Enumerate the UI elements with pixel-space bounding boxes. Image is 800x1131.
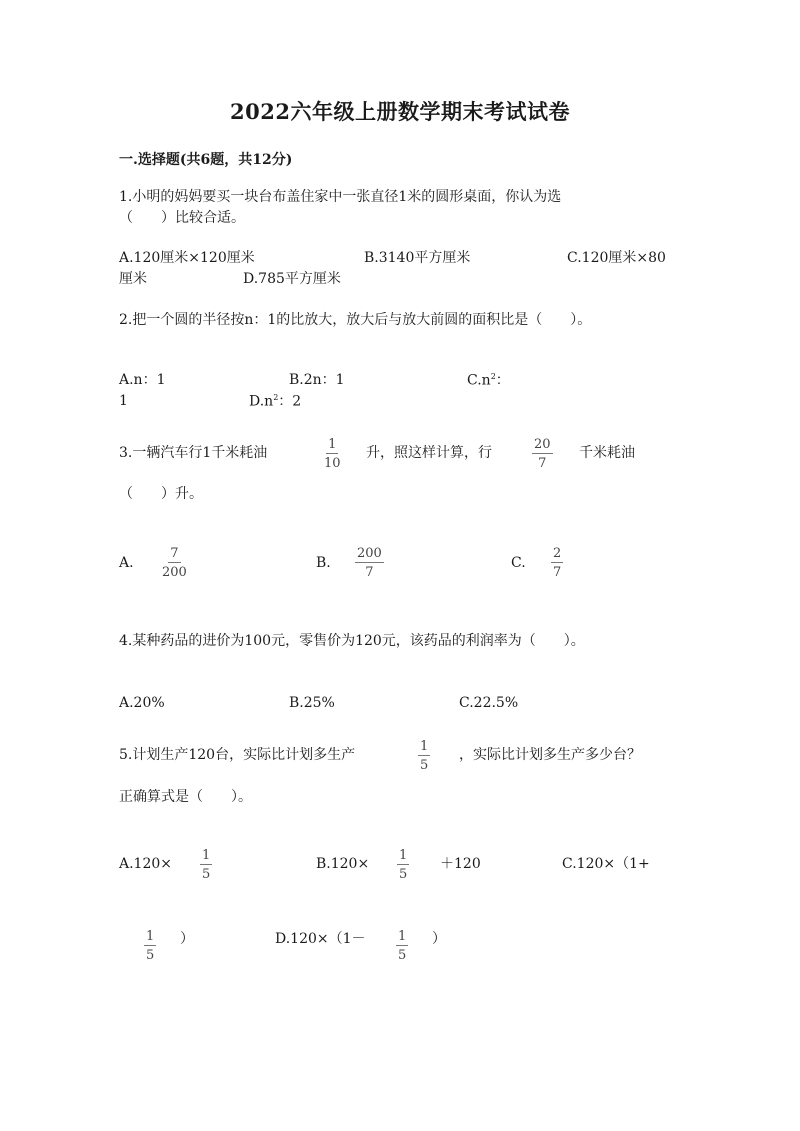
section-heading: 一.选择题(共6题，共12分) [119,152,293,168]
q3-option-a-fraction: $\frac{7}{200}$ [162,546,187,580]
question-5-stem-part2: ，实际比计划多生产多少台？ [459,747,641,763]
q1-option-c-cont: 厘米 [119,271,147,287]
page-title: 2022六年级上册数学期末考试试卷 [230,99,570,124]
q1-option-c[interactable]: C.120厘米×80 [567,250,666,266]
q2-option-b[interactable]: B.2n：1 [289,372,345,388]
q5-option-a-fraction: $\frac{1}{5}$ [202,848,211,882]
q5-option-c-close: ） [180,931,194,947]
q5-option-a[interactable]: A.120× [119,856,173,872]
q4-option-a[interactable]: A.20% [119,695,165,711]
q3-option-c-fraction: $\frac{2}{7}$ [553,546,562,580]
question-3-stem-part3: 千米耗油 [579,445,635,461]
q5-option-b-suffix: ＋120 [440,856,481,872]
q3-fraction-20-7: $\frac{20}{7}$ [534,437,551,471]
q3-option-b-fraction: $\frac{200}{7}$ [357,546,382,580]
q5-option-b[interactable]: B.120× [316,856,370,872]
q3-fraction-1-10: $\frac{1}{10}$ [324,437,341,471]
question-1-stem: 1.小明的妈妈要买一块台布盖住家中一张直径1米的圆形桌面，你认为选 [119,189,562,205]
q3-option-c[interactable]: C. [511,555,526,571]
q5-fraction-1-5: $\frac{1}{5}$ [420,739,429,773]
question-3-stem-cont: （ ）升。 [119,486,203,502]
q2-option-c[interactable]: $C.n^2$： [467,372,510,389]
q3-option-b[interactable]: B. [316,555,331,571]
q4-option-b[interactable]: B.25% [289,695,335,711]
q2-option-a[interactable]: A.n：1 [119,372,166,388]
question-5-stem-part1: 5.计划生产120台，实际比计划多生产 [119,747,356,763]
q5-option-d[interactable]: D.120×（1－ [275,931,366,947]
question-4-stem: 4.某种药品的进价为100元，零售价为120元，该药品的利润率为（ ）。 [119,633,585,649]
q5-option-d-close: ） [432,931,446,947]
q5-option-c-fraction: $\frac{1}{5}$ [146,929,155,963]
q3-option-a[interactable]: A. [119,555,134,571]
q1-option-d[interactable]: D.785平方厘米 [243,271,341,287]
q5-option-c[interactable]: C.120×（1+ [562,856,650,872]
q4-option-c[interactable]: C.22.5% [459,695,519,711]
q2-option-d[interactable]: $D.n^2$：2 [249,393,302,410]
q5-option-d-fraction: $\frac{1}{5}$ [398,929,407,963]
question-5-stem-cont: 正确算式是（ ）。 [119,789,252,805]
q1-option-b[interactable]: B.3140平方厘米 [364,250,471,266]
q5-option-b-fraction: $\frac{1}{5}$ [399,848,408,882]
question-3-stem-part2: 升，照这样计算，行 [366,445,492,461]
question-2-stem: 2.把一个圆的半径按n：1的比放大，放大后与放大前圆的面积比是（ ）。 [119,312,592,328]
q1-option-a[interactable]: A.120厘米×120厘米 [119,250,255,266]
question-1-stem-cont: （ ）比较合适。 [119,210,245,226]
q2-option-c-cont: 1 [119,393,128,409]
question-3-stem-part1: 3.一辆汽车行1千米耗油 [119,445,268,461]
